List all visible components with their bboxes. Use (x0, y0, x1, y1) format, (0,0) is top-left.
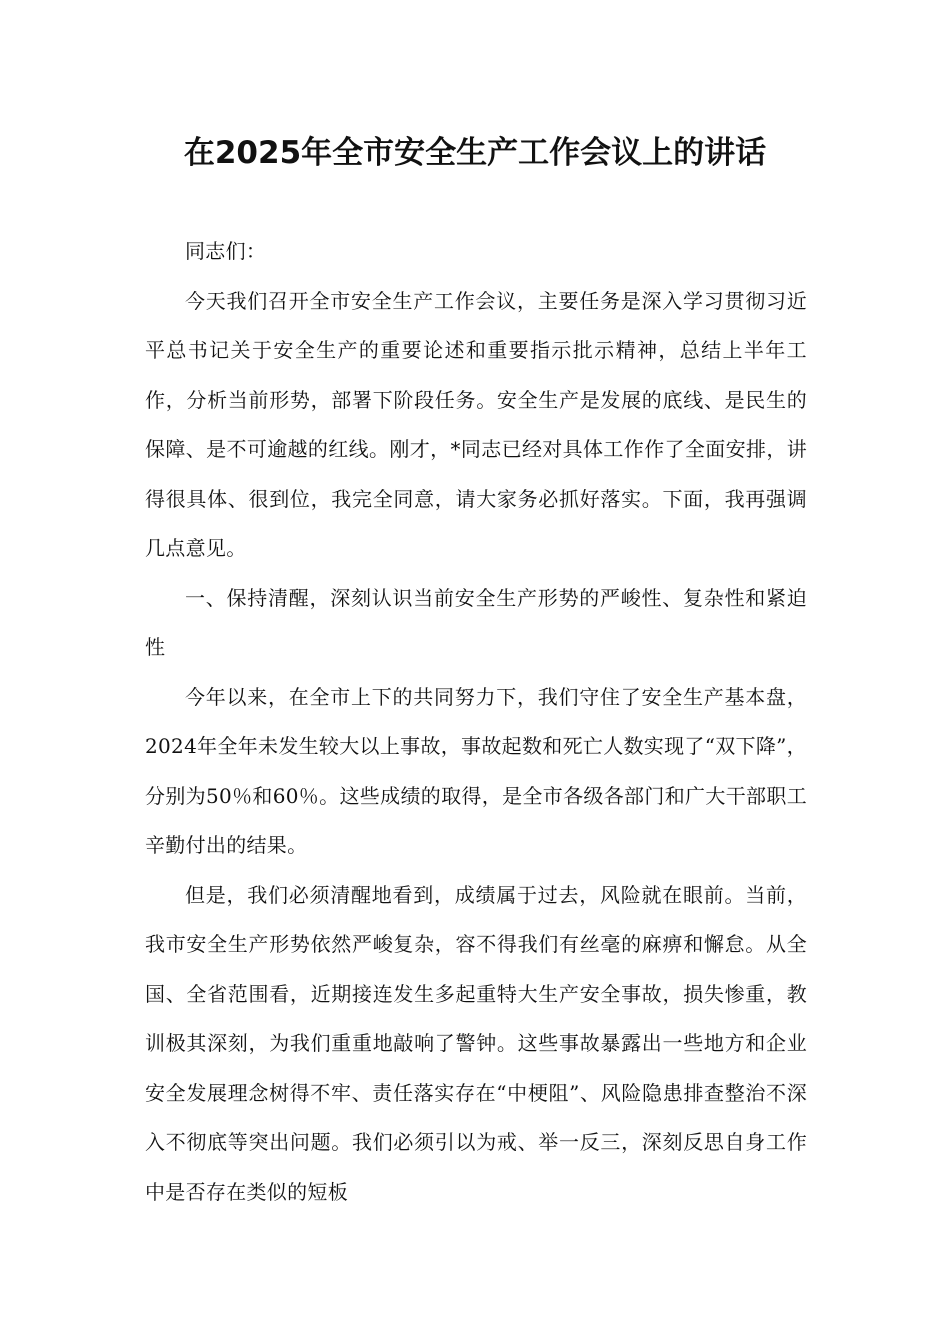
section-heading-1: 一、保持清醒，深刻认识当前安全生产形势的严峻性、复杂性和紧迫性 (145, 585, 807, 659)
paragraph-risks: 但是，我们必须清醒地看到，成绩属于过去，风险就在眼前。当前，我市安全生产形势依然严峻复杂，容不得我们有丝毫的麻痹和懈怠。从全国、全省范围看，近期接连发生多起重特大生产安全事故，损失惨重，教训极其深刻，为我们重重地敲响了警钟。这些事故暴露出一些地方和企业安全发展理念树得不牢、责任落实存在“中梗阻”、风险隐患排查整治不深入不彻底等突出问题。我们必须引以为戒、举一反三，深刻反思自身工作中是否存在类似的短板 (145, 882, 807, 1204)
paragraph-intro: 今天我们召开全市安全生产工作会议，主要任务是深入学习贯彻习近平总书记关于安全生产的重要论述和重要指示批示精神，总结上半年工作，分析当前形势，部署下阶段任务。安全生产是发展的底线、是民生的保障、是不可逾越的红线。刚才，*同志已经对具体工作作了全面安排，讲得很具体、很到位，我完全同意，请大家务必抓好落实。下面，我再强调几点意见。 (145, 288, 807, 560)
paragraph-achievements: 今年以来，在全市上下的共同努力下，我们守住了安全生产基本盘，2024年全年未发生较大以上事故，事故起数和死亡人数实现了“双下降”，分别为50％和60％。这些成绩的取得，是全市各级各部门和广大干部职工辛勤付出的结果。 (145, 684, 807, 857)
salutation: 同志们： (185, 239, 267, 263)
document-body (145, 227, 807, 1217)
document-title: 在2025年全市安全生产工作会议上的讲话 (183, 135, 767, 171)
